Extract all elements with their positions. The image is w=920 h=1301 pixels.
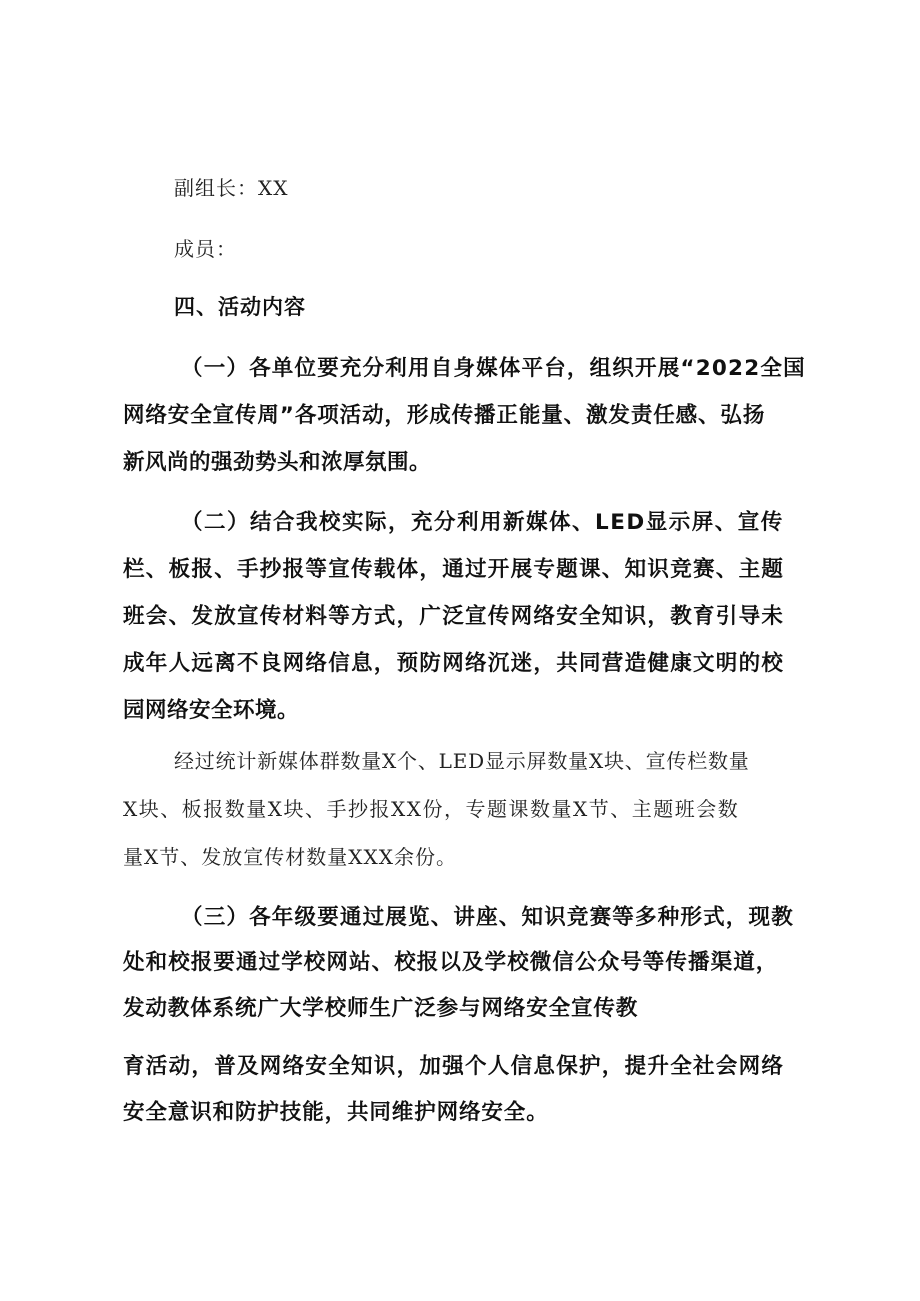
members-line: 成员： [174,237,237,261]
item1-line: 网络安全宣传周”各项活动，形成传播正能量、激发责任感、弘扬 [123,403,766,428]
stats-line: X块、板报数量X块、手抄报XX份，专题课数量X节、主题班会数 [123,797,740,821]
item3-line: （三）各年级要通过展览、讲座、知识竞赛等多种形式，现教 [181,905,794,930]
deputy-leader-line: 副组长：XX [174,176,289,200]
item2-line: （二）结合我校实际，充分利用新媒体、LED显示屏、宣传 [181,510,784,535]
item2-line: 园网络安全环境。 [123,698,300,723]
item3-line: 育活动，普及网络安全知识，加强个人信息保护，提升全社会网络 [123,1054,785,1079]
item2-line: 栏、板报、手抄报等宣传载体，通过开展专题课、知识竞赛、主题 [123,557,785,582]
item3-line: 处和校报要通过学校网站、校报以及学校微信公众号等传播渠道， [123,950,779,975]
stats-line: 经过统计新媒体群数量X个、LED显示屏数量X块、宣传栏数量 [174,749,750,773]
item2-line: 成年人远离不良网络信息，预防网络沉迷，共同营造健康文明的校 [123,651,785,676]
section-heading: 四、活动内容 [174,295,306,319]
item1-line: 新风尚的强劲势头和浓厚氛围。 [123,450,432,475]
item3-line: 发动教体系统广大学校师生广泛参与网络安全宣传教 [123,996,639,1021]
item1-line: （一）各单位要充分利用自身媒体平台，组织开展“2022全国 [181,356,806,381]
item2-line: 班会、发放宣传材料等方式，广泛宣传网络安全知识，教育引导未 [123,604,785,629]
stats-line: 量X节、发放宣传材数量XXX余份。 [123,845,457,869]
item3-line: 安全意识和防护技能，共同维护网络安全。 [123,1100,549,1125]
